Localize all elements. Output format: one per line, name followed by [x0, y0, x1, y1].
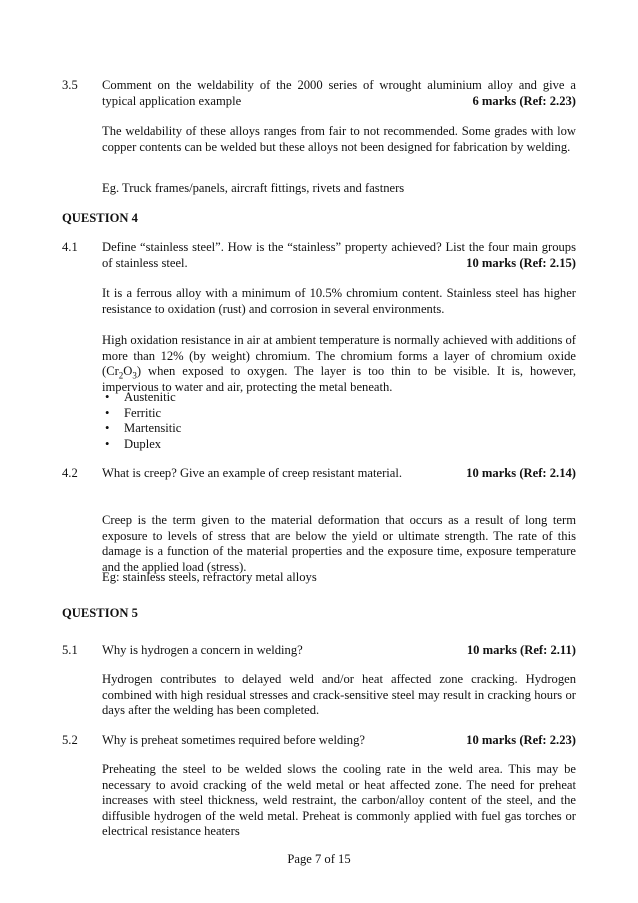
question-line: Define “stainless steel”. How is the “stainless” property achieved? List the four main groups	[102, 240, 576, 254]
bullet-icon: •	[105, 436, 110, 451]
question-number: 4.1	[62, 240, 78, 254]
answer-paragraph: Hydrogen contributes to delayed weld and/or heat affected zone cracking. Hydrogen combined with high residual stresses and crack-sensitive steel may result in cracking hours or days after the welding has been completed.	[102, 672, 576, 718]
answer-paragraph: Preheating the steel to be welded slows the cooling rate in the weld area. This may be necessary to avoid cracking of the weld metal or heat affected zone. The need for preheat increases with steel thickness, weld restraint, the carbon/alloy content of the steel, and the diffusible hydrogen of the weld metal. Preheat is commonly applied with fuel gas torches or electrical resistance heaters	[102, 762, 576, 839]
question-line: Comment on the weldability of the 2000 series of wrought aluminium alloy and give a	[102, 78, 576, 92]
question-line: of stainless steel.	[102, 255, 188, 270]
answer-paragraph: It is a ferrous alloy with a minimum of 10.5% chromium content. Stainless steel has higher resistance to oxidation (rust) and corrosion in several environments.	[102, 286, 576, 316]
marks-label: 10 marks (Ref: 2.23)	[466, 733, 576, 747]
question-line: Why is preheat sometimes required before welding?	[102, 733, 365, 747]
marks-label: 10 marks (Ref: 2.15)	[466, 255, 576, 270]
answer-paragraph: Creep is the term given to the material deformation that occurs as a result of long term exposure to levels of stress that are below the yield or ultimate strength. The rate of this damage is a function of the material properties and the exposure time, exposure temperature and the applied load (stress).	[102, 513, 576, 574]
question-text	[102, 240, 576, 271]
question-number: 3.5	[62, 78, 78, 92]
page-footer: Page 7 of 15	[287, 852, 351, 866]
question-number: 5.1	[62, 643, 78, 657]
question-line: What is creep? Give an example of creep resistant material.	[102, 466, 403, 480]
section-heading: QUESTION 5	[62, 606, 138, 620]
marks-label: 6 marks (Ref: 2.23)	[472, 93, 576, 108]
stainless-groups-list	[102, 390, 181, 452]
marks-label: 10 marks (Ref: 2.11)	[466, 643, 576, 657]
section-heading: QUESTION 4	[62, 211, 138, 225]
list-item: • Austenitic	[105, 390, 176, 404]
bullet-icon: •	[105, 421, 110, 436]
question-number: 5.2	[62, 733, 78, 747]
bullet-icon: •	[105, 405, 110, 420]
question-text	[102, 466, 576, 482]
question-line: typical application example	[102, 93, 242, 108]
list-item: • Ferritic	[105, 405, 162, 420]
question-text	[102, 733, 576, 749]
list-item: • Duplex	[105, 436, 162, 451]
marks-label: 10 marks (Ref: 2.14)	[466, 466, 576, 480]
bullet-icon: •	[105, 390, 110, 404]
answer-paragraph: Eg: stainless steels, refractory metal alloys	[102, 570, 317, 584]
question-number: 4.2	[62, 466, 78, 480]
question-text	[102, 643, 576, 659]
list-item: • Martensitic	[105, 421, 182, 436]
question-line: Why is hydrogen a concern in welding?	[102, 643, 303, 657]
answer-paragraph: Eg. Truck frames/panels, aircraft fittings, rivets and fastners	[102, 181, 405, 195]
question-text	[102, 78, 576, 109]
answer-paragraph: The weldability of these alloys ranges from fair to not recommended. Some grades with low copper contents can be welded but these alloys not been designed for fabrication by welding.	[102, 124, 576, 154]
answer-paragraph: High oxidation resistance in air at ambient temperature is normally achieved with additions of more than 12% (by weight) chromium. The chromium forms a layer of chromium oxide $(Cr_2O_3)$ when exposed to oxygen. The layer is too thin to be visible. It is, however, impervious to water and air, protecting the metal beneath.	[102, 333, 576, 394]
